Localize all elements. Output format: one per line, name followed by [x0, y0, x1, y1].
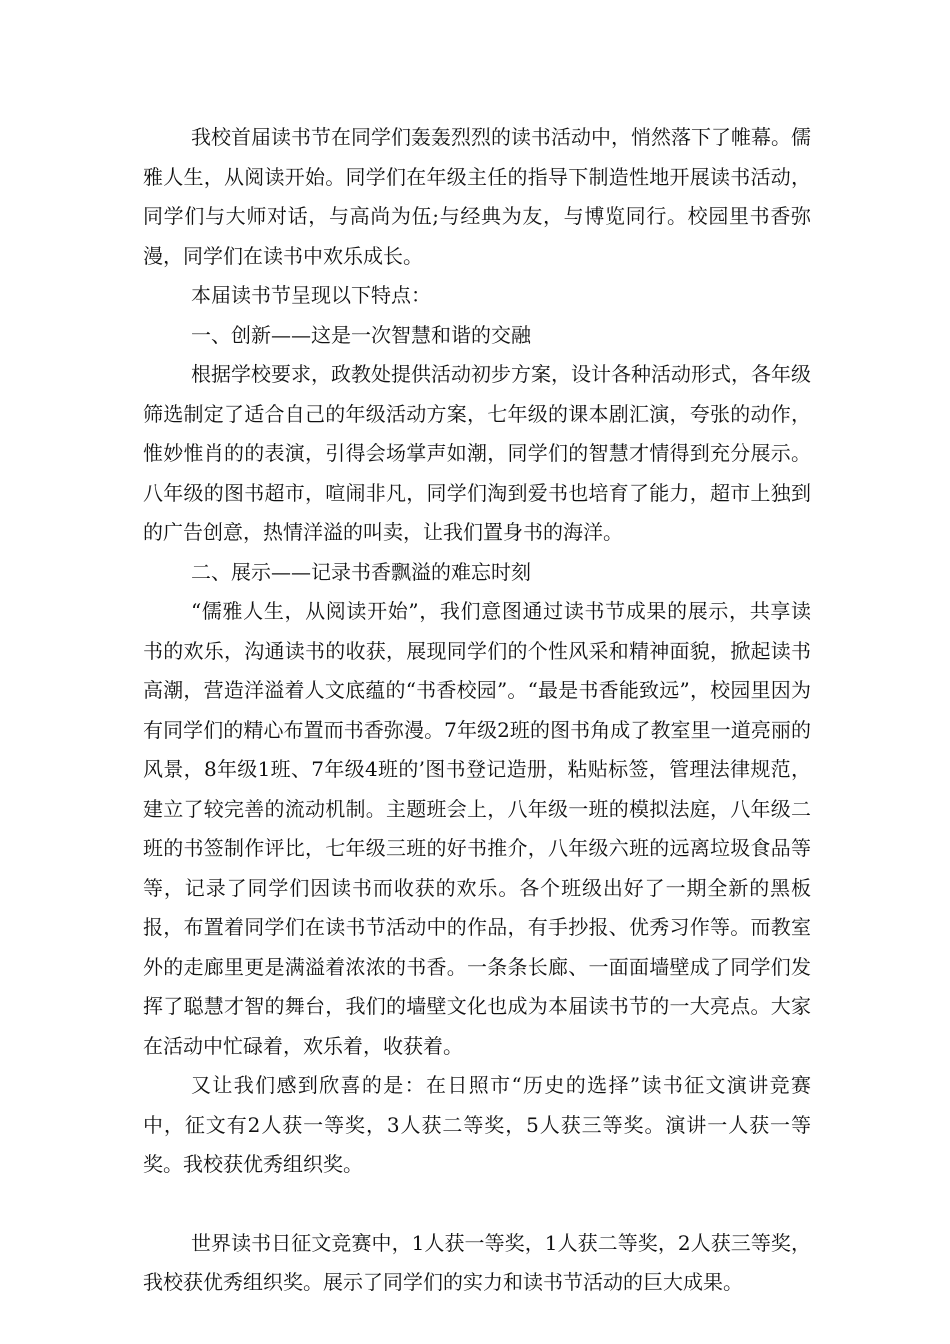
paragraph-intro: 我校首届读书节在同学们轰轰烈烈的读书活动中，悄然落下了帷幕。儒雅人生，从阅读开始。同学们在年级主任的指导下制造性地开展读书活动，同学们与大师对话，与高尚为伍;与经典为友，与博览同行。校园里书香弥漫，同学们在读书中欢乐成长。 — [143, 125, 811, 268]
paragraph-awards-reading-day: 世界读书日征文竞赛中，1人获一等奖，1人获二等奖，2人获三等奖，我校获优秀组织奖。展示了同学们的实力和读书节活动的巨大成果。 — [143, 1230, 811, 1294]
paragraph-awards-rizhao: 又让我们感到欣喜的是：在日照市“历史的选择”读书征文演讲竞赛中，征文有2人获一等奖，3人获二等奖，5人获三等奖。演讲一人获一等奖。我校获优秀组织奖。 — [143, 1073, 811, 1176]
document-body — [143, 118, 811, 1303]
section-heading-showcase: 二、展示——记录书香飘溢的难忘时刻 — [191, 559, 531, 584]
section-heading-innovation: 一、创新——这是一次智慧和谐的交融 — [191, 322, 531, 347]
paragraph-innovation: 根据学校要求，政教处提供活动初步方案，设计各种活动形式，各年级筛选制定了适合自己的年级活动方案，七年级的课本剧汇演，夸张的动作，惟妙惟肖的的表演，引得会场掌声如潮，同学们的智慧才情得到充分展示。八年级的图书超市，喧闹非凡，同学们淘到爱书也培育了能力，超市上独到的广告创意，热情洋溢的叫卖，让我们置身书的海洋。 — [143, 362, 811, 544]
paragraph-features-lead: 本届读书节呈现以下特点： — [191, 283, 431, 307]
paragraph-showcase: “儒雅人生，从阅读开始”，我们意图通过读书节成果的展示，共享读书的欢乐，沟通读书的收获，展现同学们的个性风采和精神面貌，掀起读书高潮，营造洋溢着人文底蕴的“书香校园”。“最是书香能致远”，校园里因为有同学们的精心布置而书香弥漫。7年级2班的图书角成了教室里一道亮丽的风景，8年级1班、7年级4班的’图书登记造册，粘贴标签，管理法律规范，建立了较完善的流动机制。主题班会上，八年级一班的模拟法庭，八年级二班的书签制作评比，七年级三班的好书推介，八年级六班的远离垃圾食品等等，记录了同学们因读书而收获的欢乐。各个班级出好了一期全新的黑板报，布置着同学们在读书节活动中的作品，有手抄报、优秀习作等。而教室外的走廊里更是满溢着浓浓的书香。一条条长廊、一面面墙壁成了同学们发挥了聪慧才智的舞台，我们的墙壁文化也成为本届读书节的一大亮点。大家在活动中忙碌着，欢乐着，收获着。 — [143, 599, 811, 1058]
paragraph-spacer — [143, 1185, 811, 1224]
